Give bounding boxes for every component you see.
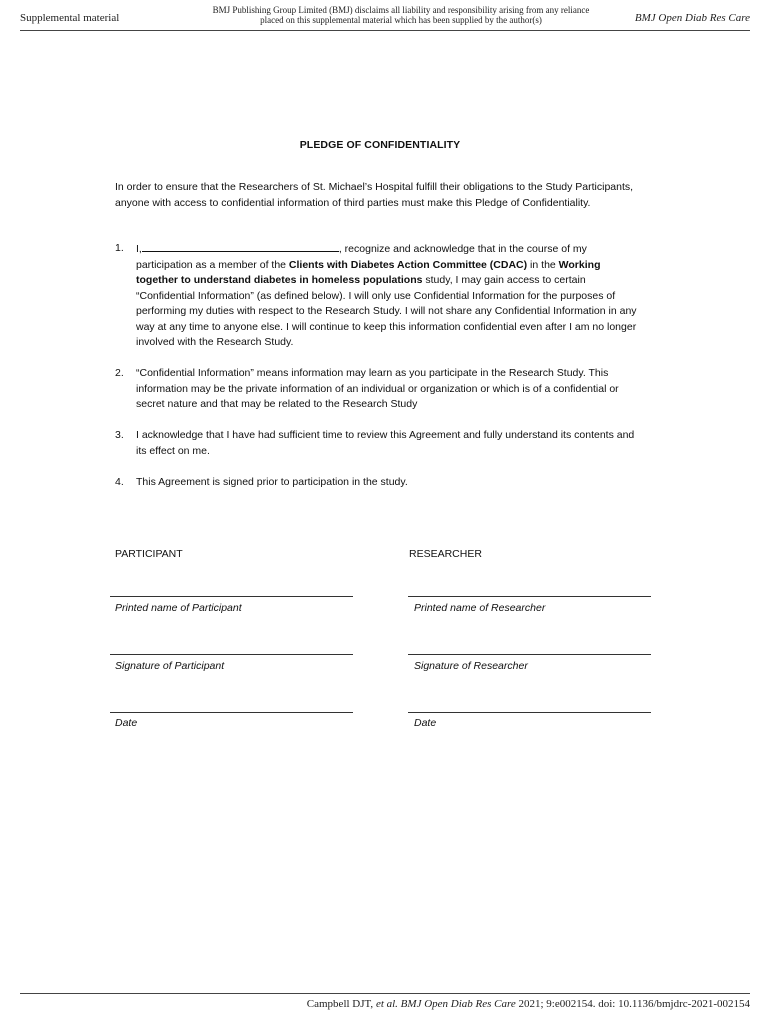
pledge-item-3 [115, 428, 640, 459]
item-1-lead: I, [136, 243, 142, 255]
footer-doi: 2021; 9:e002154. doi: 10.1136/bmjdrc-2021-002154 [515, 998, 750, 1010]
name-blank-line [142, 241, 339, 252]
researcher-heading: RESEARCHER [409, 548, 482, 560]
footer-authors: Campbell DJT, [306, 998, 376, 1010]
pledge-item-4 [115, 475, 640, 491]
item-number: 2. [115, 367, 124, 379]
participant-signature-line [110, 654, 353, 655]
participant-name-line [110, 596, 353, 597]
item-1-after-blank: , recognize and acknowledge that in the course of my participation as a member of the [136, 243, 587, 271]
footer-citation [307, 998, 750, 1010]
researcher-name-line [408, 596, 651, 597]
header-disclaimer-line-2: placed on this supplemental material which has been supplied by the author(s) [260, 15, 542, 25]
header-disclaimer-line-1: BMJ Publishing Group Limited (BMJ) disclaims all liability and responsibility arising from any reliance [212, 5, 590, 15]
item-2-text: “Confidential Information” means information may learn as you participate in the Research Study. This information may be the private information of an individual or organization or which is of a confidential or secret nature and that may be related to the Research Study [136, 367, 619, 410]
intro-paragraph: In order to ensure that the Researchers of St. Michael’s Hospital fulfill their obligations to the Study Participants, anyone with access to confidential information of third parties must make this Pledge of Confidentiality. [115, 181, 634, 209]
header-divider [20, 30, 750, 31]
item-number: 1. [115, 242, 124, 254]
footer-journal: et al. BMJ Open Diab Res Care [375, 998, 516, 1010]
item-1-study-name: Working together to understand diabetes in homeless populations [136, 258, 601, 286]
researcher-date-line [408, 712, 651, 713]
footer-divider [20, 993, 750, 994]
pledge-item-1 [115, 241, 640, 351]
participant-date-line [110, 712, 353, 713]
researcher-name-label: Printed name of Researcher [414, 602, 546, 614]
pledge-items [115, 241, 640, 506]
item-1-mid: in the [527, 258, 559, 271]
item-number: 4. [115, 475, 124, 488]
item-1-rest: study, I may gain access to certain “Confidential Information” (as defined below). I will only use Confidential Information for the purposes of performing my duties with respect to the Research Study. I will not share any Confidential Information in any way at any time to anyone else. I will continue to keep this information confidential even after I am no longer involved with the Research Study. [136, 274, 637, 348]
researcher-date-label: Date [414, 717, 437, 729]
participant-date-label: Date [115, 717, 138, 729]
document-title: PLEDGE OF CONFIDENTIALITY [299, 139, 461, 151]
participant-heading: PARTICIPANT [115, 548, 183, 560]
researcher-signature-label: Signature of Researcher [414, 660, 528, 672]
pledge-item-2 [115, 366, 640, 413]
header-journal-name: BMJ Open Diab Res Care [634, 12, 750, 24]
researcher-signature-line [408, 654, 651, 655]
item-4-text: This Agreement is signed prior to participation in the study. [136, 475, 408, 488]
item-3-text: I acknowledge that I have had sufficient time to review this Agreement and fully understand its contents and its effect on me. [136, 429, 635, 457]
header-disclaimer [176, 5, 626, 25]
item-1-committee-name: Clients with Diabetes Action Committee (CDAC) [288, 258, 528, 271]
participant-signature-label: Signature of Participant [115, 660, 225, 672]
item-number: 3. [115, 429, 124, 441]
participant-name-label: Printed name of Participant [115, 602, 242, 614]
header-supplemental-label: Supplemental material [20, 12, 120, 24]
